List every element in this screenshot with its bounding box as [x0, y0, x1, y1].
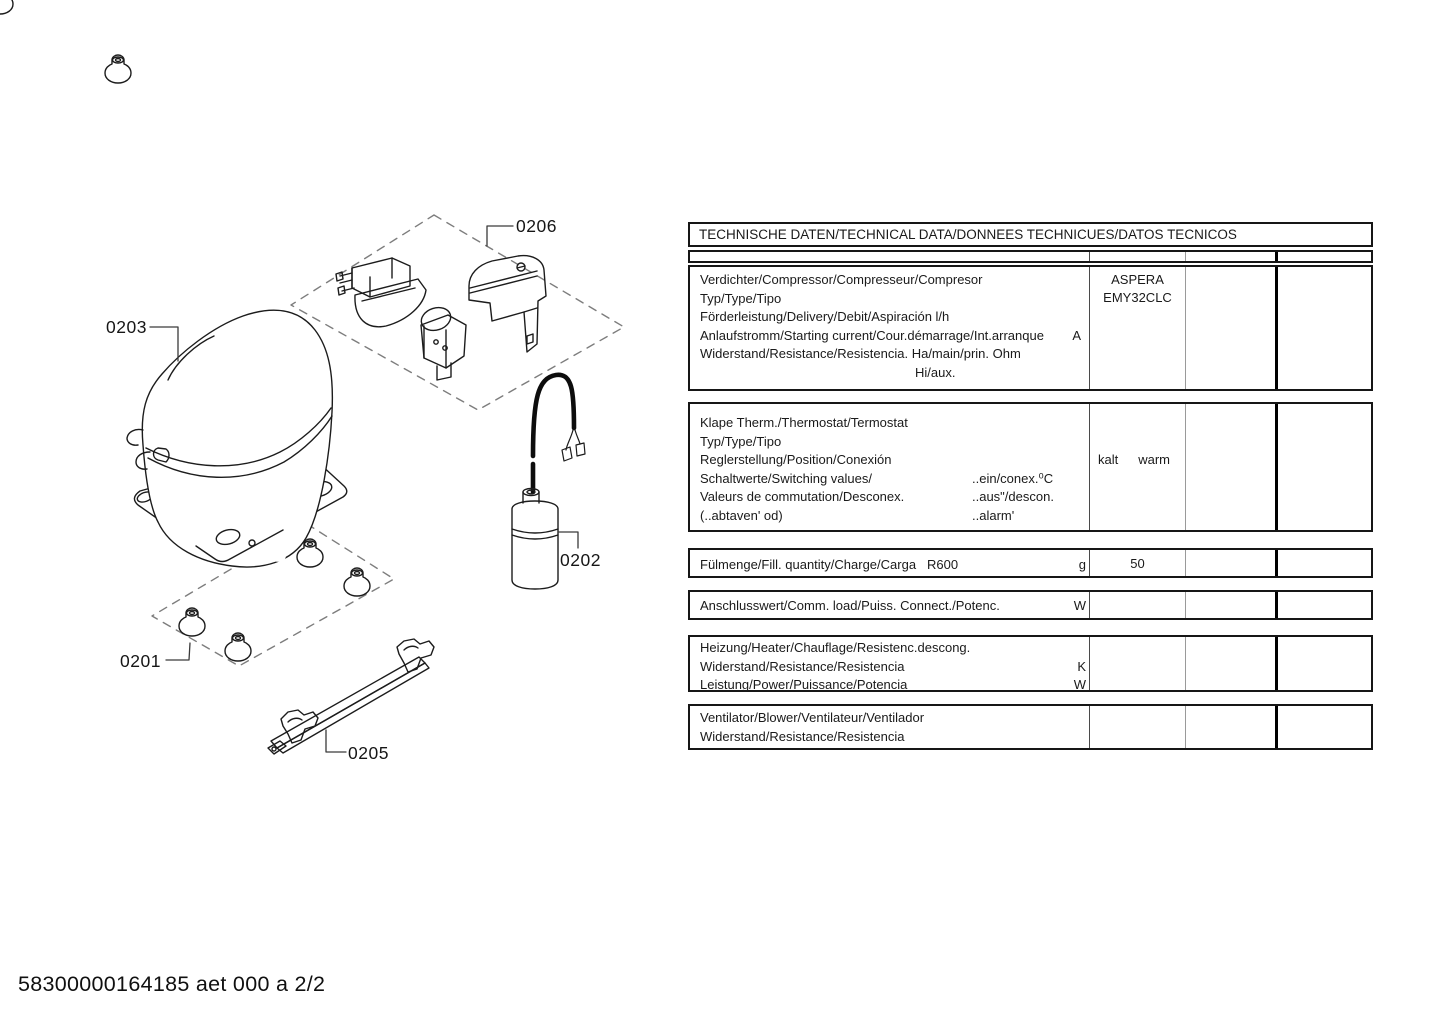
table-block-fill-quantity [688, 548, 1373, 578]
spec-line: Klape Therm./Thermostat/Termostat [700, 415, 908, 430]
spec-line: Widerstand/Resistance/Resistencia K [700, 658, 1086, 674]
column-divider [1275, 404, 1278, 530]
spec-line: Förderleistung/Delivery/Debit/Aspiración l/h [700, 309, 950, 325]
spec-line: Ventilator/Blower/Ventilateur/Ventilador [700, 710, 925, 725]
column-divider [1089, 706, 1090, 748]
spec-line: (..abtaven' od) ..alarm' [700, 507, 1015, 523]
table-block-fan [688, 704, 1373, 750]
spec-line: Hi/aux. [915, 364, 956, 380]
column-divider [1185, 404, 1186, 530]
spec-line: Widerstand/Resistance/Resistencia. Ha/main/prin. Ohm [700, 346, 1021, 362]
spec-line: Verdichter/Compressor/Compresseur/Compresor [700, 272, 983, 287]
thermostat-warm-value: warm [1138, 452, 1171, 467]
column-divider [1089, 404, 1090, 530]
part-label-0203: 0203 [106, 317, 147, 337]
spec-line: Leistung/Power/Puissance/Potencia W [700, 677, 1086, 693]
table-block-compressor [688, 265, 1373, 391]
spec-line: Anlaufstromm/Starting current/Cour.démarrage/Int.arranque A [700, 327, 1081, 343]
starter-relay-drawing [336, 258, 426, 327]
fill-quantity-value: 50 [1130, 556, 1145, 571]
spec-line: Reglerstellung/Position/Conexión [700, 452, 892, 468]
column-divider [1275, 252, 1278, 261]
part-label-0202: 0202 [560, 550, 601, 570]
spec-line: Fülmenge/Fill. quantity/Charge/Carga R600 g [700, 557, 1086, 572]
table-block-thermostat [688, 402, 1373, 532]
relay-cover-drawing [469, 256, 546, 352]
table-header [688, 222, 1373, 247]
spec-line: Typ/Type/Tipo [700, 290, 782, 306]
column-divider [1185, 592, 1186, 618]
column-divider [1275, 592, 1278, 618]
column-divider [1185, 267, 1186, 389]
column-divider [1185, 706, 1186, 748]
column-divider [1275, 267, 1278, 389]
column-divider [1275, 706, 1278, 748]
spec-line: Heizung/Heater/Chauflage/Resistenc.descong. [700, 640, 971, 655]
column-divider [1089, 252, 1090, 261]
relay-set-dashed-outline [291, 215, 624, 410]
spec-line: Typ/Type/Tipo [700, 433, 782, 449]
overload-protector-drawing [418, 304, 466, 380]
thermostat-kalt-value: kalt [1098, 452, 1119, 467]
table-spacer-row [688, 250, 1373, 263]
column-divider [1089, 592, 1090, 618]
part-label-0205: 0205 [348, 743, 389, 763]
table-block-connected-load [688, 590, 1373, 620]
column-divider [1275, 550, 1278, 576]
column-divider [1275, 637, 1278, 690]
spec-line: Widerstand/Resistance/Resistencia [700, 728, 905, 744]
spec-line: Anschlusswert/Comm. load/Puiss. Connect./Potenc. W [700, 598, 1086, 613]
column-divider [1185, 252, 1186, 261]
spec-line: Valeurs de commutation/Desconex. ..aus"/descon. [700, 489, 1054, 505]
column-divider [1185, 550, 1186, 576]
compressor-brand-value: ASPERA [1111, 272, 1164, 287]
table-block-heater [688, 635, 1373, 692]
grommet-set-drawing [0, 0, 131, 83]
part-label-0201: 0201 [120, 651, 161, 671]
table-header-title: TECHNISCHE DATEN/TECHNICAL DATA/DONNEES TECHNICUES/DATOS TECNICOS [699, 227, 1237, 242]
column-divider [1185, 637, 1186, 690]
document-number: 58300000164185 aet 000 a 2/2 [18, 972, 326, 996]
column-divider [1089, 637, 1090, 690]
part-label-0206: 0206 [516, 216, 557, 236]
spec-line: Schaltwerte/Switching values/ ..ein/conex.⁰C [700, 470, 1054, 486]
compressor-model-value: EMY32CLC [1103, 290, 1172, 305]
mounting-rail-drawing [268, 639, 434, 754]
